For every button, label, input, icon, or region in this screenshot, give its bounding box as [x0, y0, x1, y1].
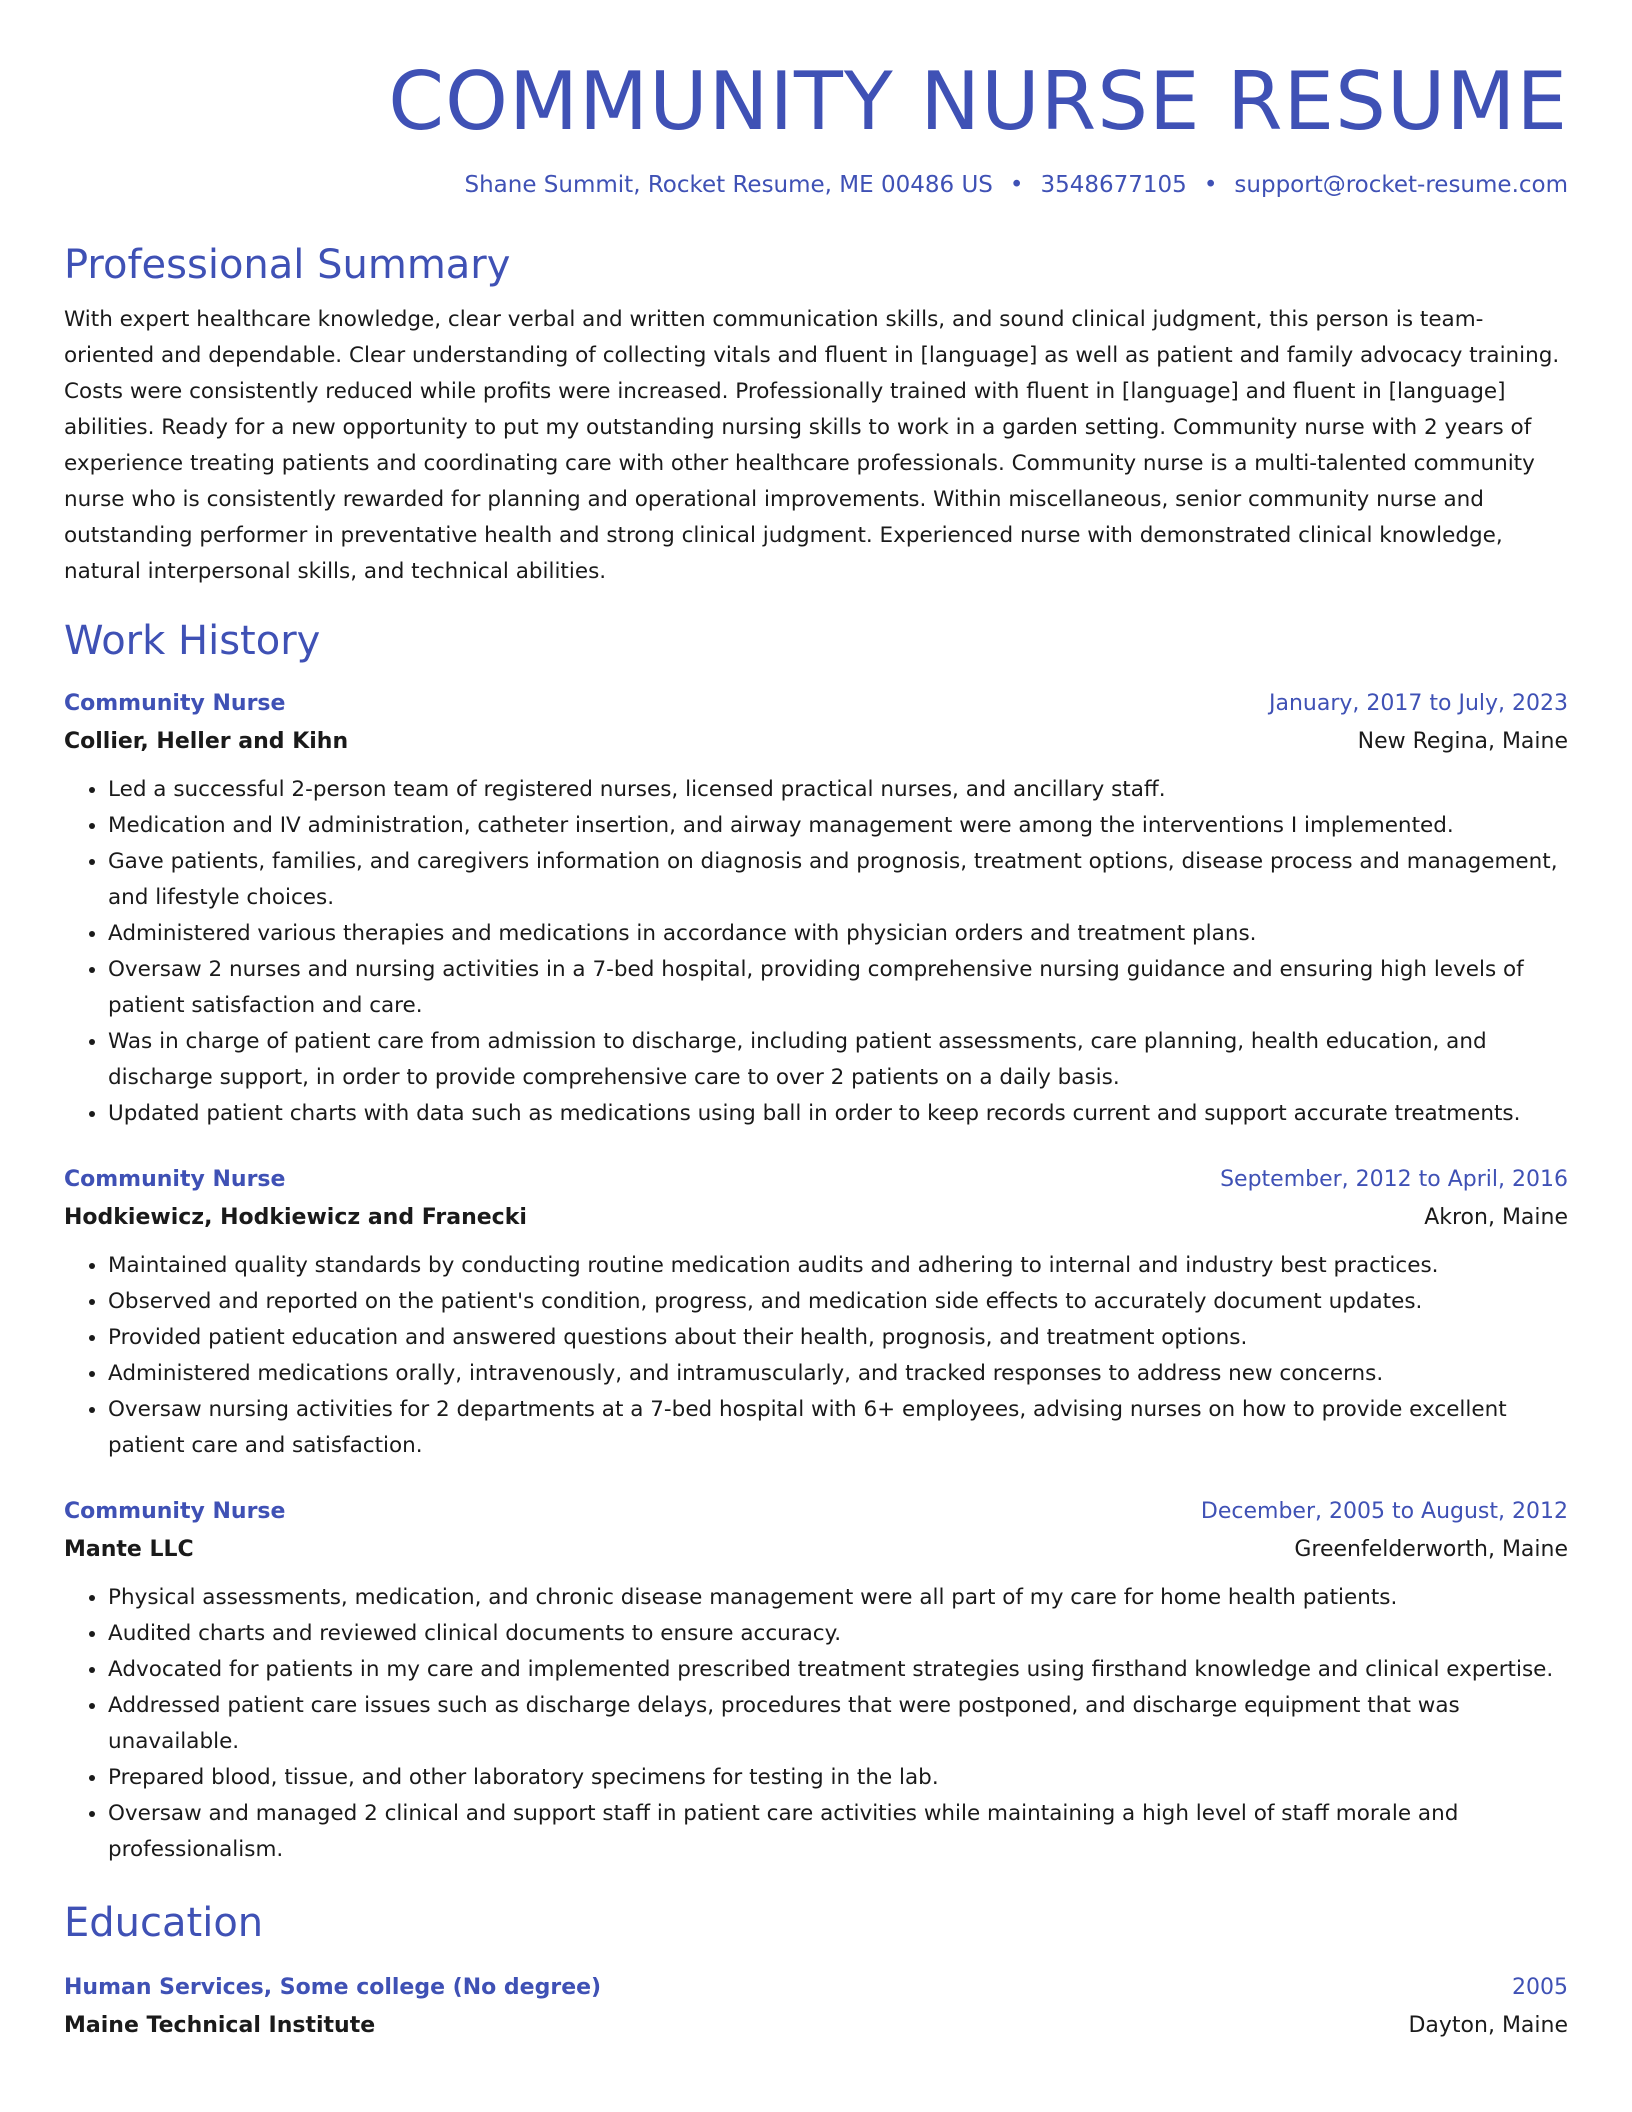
job-title: Community Nurse [64, 691, 286, 716]
education-school: Maine Technical Institute [64, 2013, 376, 2038]
education-header-row [64, 1970, 1568, 2006]
summary-text: With expert healthcare knowledge, clear verbal and written communication skills, and sound clinical judgment, this person is team-oriented and dependable. Clear understanding of collecting vitals and fluent in [language] as well as patient and family advocacy training. Costs were consistently reduced while profits were increased. Professionally trained with fluent in [language] and fluent in [language] abilities. Ready for a new opportunity to put my outstanding nursing skills to work in a garden setting. Community nurse with 2 years of experience treating patients and coordinating care with other healthcare professionals. Community nurse is a multi-talented community nurse who is consistently rewarded for planning and operational improvements. Within miscellaneous, senior community nurse and outstanding performer in preventative health and strong clinical judgment. Experienced nurse with demonstrated clinical knowledge, natural interpersonal skills, and technical abilities. [64, 307, 1560, 584]
job-company: Collier, Heller and Kihn [64, 729, 349, 754]
section-heading-work-history: Work History [64, 618, 321, 664]
education-year: 2005 [1512, 1975, 1568, 2000]
job-bullet: • Was in charge of patient care from admission to discharge, including patient assessments, care planning, health education, and discharge support, in order to provide comprehensive care to over 2 patients on a daily basis. [108, 1024, 1568, 1096]
job-bullet: • Oversaw and managed 2 clinical and support staff in patient care activities while maintaining a high level of staff morale and professionalism. [108, 1796, 1568, 1868]
job-header-row [64, 1162, 1568, 1198]
job-company: Mante LLC [64, 1537, 194, 1562]
contact-separator: • [1203, 172, 1218, 198]
job-company-row [64, 1198, 1568, 1238]
job-entry [64, 1162, 1568, 1464]
job-title: Community Nurse [64, 1499, 286, 1524]
job-bullet: • Prepared blood, tissue, and other laboratory specimens for testing in the lab. [108, 1760, 1568, 1796]
section-heading-education: Education [64, 1900, 264, 1946]
job-bullet: • Observed and reported on the patient's condition, progress, and medication side effects to accurately document updates. [108, 1284, 1568, 1320]
section-heading-summary: Professional Summary [64, 242, 511, 288]
job-bullet: • Administered various therapies and medications in accordance with physician orders and treatment plans. [108, 916, 1568, 952]
job-location: Greenfelderworth, Maine [1294, 1537, 1568, 1562]
job-bullet: • Maintained quality standards by conducting routine medication audits and adhering to internal and industry best practices. [108, 1248, 1568, 1284]
education-entry [64, 1970, 1568, 2046]
education-degree: Human Services, Some college (No degree) [64, 1975, 602, 2000]
contact-address: Shane Summit, Rocket Resume, ME 00486 US [464, 172, 993, 198]
job-bullet: • Addressed patient care issues such as discharge delays, procedures that were postponed, and discharge equipment that was unavailable. [108, 1688, 1568, 1760]
job-company-row [64, 1530, 1568, 1570]
education-school-row [64, 2006, 1568, 2046]
job-location: Akron, Maine [1424, 1205, 1568, 1230]
job-location: New Regina, Maine [1357, 729, 1568, 754]
job-dates: December, 2005 to August, 2012 [1200, 1499, 1568, 1524]
job-dates: January, 2017 to July, 2023 [1269, 691, 1568, 716]
contact-separator: • [1009, 172, 1024, 198]
job-bullets [64, 1248, 1568, 1464]
job-bullet: • Oversaw nursing activities for 2 departments at a 7-bed hospital with 6+ employees, advising nurses on how to provide excellent patient care and satisfaction. [108, 1392, 1568, 1464]
job-bullet: • Audited charts and reviewed clinical documents to ensure accuracy. [108, 1616, 1568, 1652]
job-entry [64, 686, 1568, 1132]
job-entry [64, 1494, 1568, 1868]
job-bullet: • Led a successful 2-person team of registered nurses, licensed practical nurses, and ancillary staff. [108, 772, 1568, 808]
job-bullet: • Updated patient charts with data such as medications using ball in order to keep records current and support accurate treatments. [108, 1096, 1568, 1132]
contact-line [64, 170, 1568, 200]
resume-page [64, 0, 1568, 2046]
education-location: Dayton, Maine [1408, 2013, 1568, 2038]
job-bullet: • Oversaw 2 nurses and nursing activities in a 7-bed hospital, providing comprehensive nursing guidance and ensuring high levels of patient satisfaction and care. [108, 952, 1568, 1024]
job-bullet: • Provided patient education and answered questions about their health, prognosis, and treatment options. [108, 1320, 1568, 1356]
job-bullet: • Medication and IV administration, catheter insertion, and airway management were among the interventions I implemented. [108, 808, 1568, 844]
job-bullets [64, 1580, 1568, 1868]
job-bullet: • Gave patients, families, and caregivers information on diagnosis and prognosis, treatment options, disease process and management, and lifestyle choices. [108, 844, 1568, 916]
job-bullet: • Physical assessments, medication, and chronic disease management were all part of my care for home health patients. [108, 1580, 1568, 1616]
job-dates: September, 2012 to April, 2016 [1220, 1167, 1568, 1192]
contact-email: support@rocket-resume.com [1234, 172, 1568, 198]
job-bullet: • Advocated for patients in my care and implemented prescribed treatment strategies using firsthand knowledge and clinical expertise. [108, 1652, 1568, 1688]
job-title: Community Nurse [64, 1167, 286, 1192]
job-bullets [64, 772, 1568, 1132]
job-company-row [64, 722, 1568, 762]
contact-phone: 3548677105 [1040, 172, 1187, 198]
job-company: Hodkiewicz, Hodkiewicz and Franecki [64, 1205, 527, 1230]
resume-title: COMMUNITY NURSE RESUME [388, 55, 1568, 148]
job-header-row [64, 1494, 1568, 1530]
job-header-row [64, 686, 1568, 722]
job-bullet: • Administered medications orally, intravenously, and intramuscularly, and tracked responses to address new concerns. [108, 1356, 1568, 1392]
